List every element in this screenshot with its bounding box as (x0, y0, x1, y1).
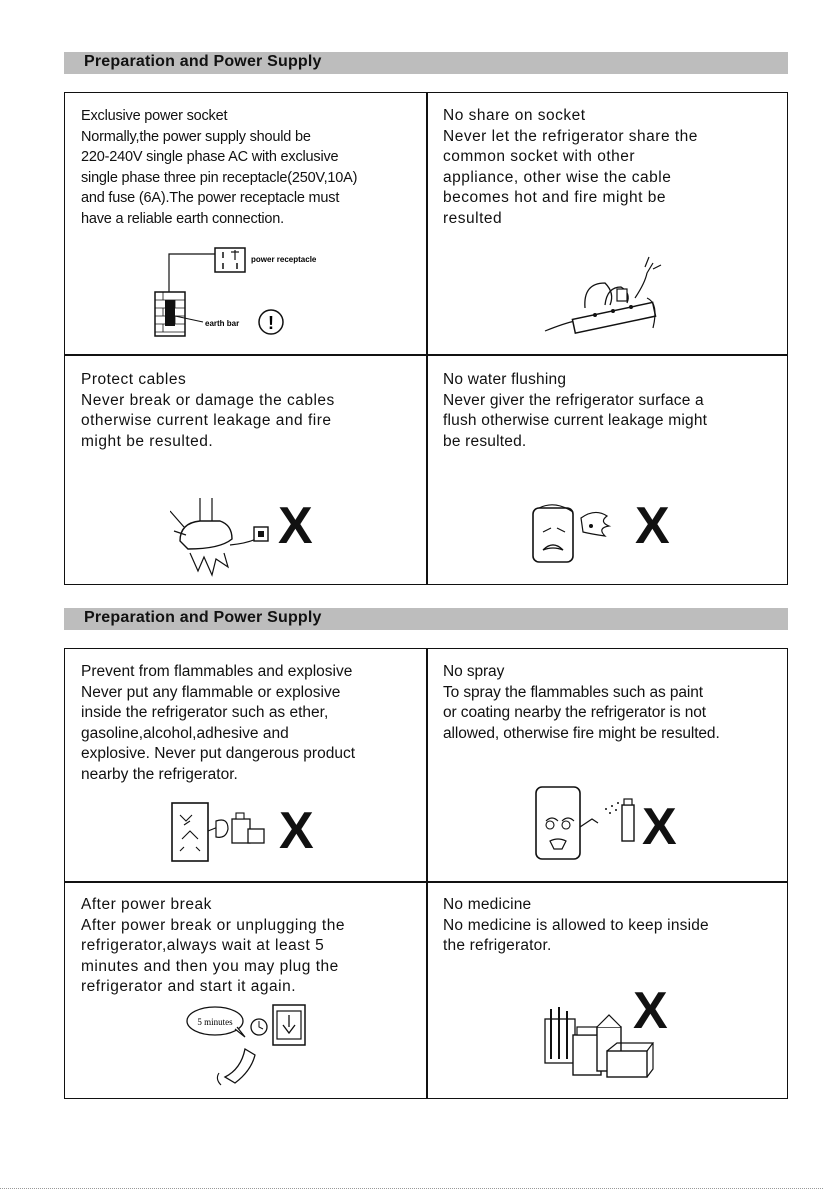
prohibited-x-mark: X (279, 802, 314, 860)
cell-text: No medicine is allowed to keep inside (443, 916, 709, 934)
cell-text: Normally,the power supply should be (81, 128, 311, 145)
cell-heading: No water flushing (443, 371, 567, 388)
section-header-1 (64, 52, 788, 74)
cell-heading: Protect cables (81, 371, 187, 388)
safety-grid-1 (64, 92, 788, 585)
cell-text: minutes and then you may plug the (81, 957, 339, 975)
cell-no-share-on-socket (443, 106, 698, 229)
cell-text: single phase three pin receptacle(250V,10A) (81, 169, 358, 186)
cell-heading: No spray (443, 663, 505, 680)
cell-text: Never let the refrigerator share the (443, 127, 698, 145)
earth-bar-label: earth bar (205, 319, 240, 328)
cell-no-spray (443, 662, 720, 744)
prohibited-x-mark: X (635, 497, 670, 555)
divider (65, 354, 787, 356)
cell-text: or coating nearby the refrigerator is not (443, 704, 706, 721)
section-header-2 (64, 608, 788, 630)
divider (426, 649, 428, 1098)
cell-text: and fuse (6A).The power receptacle must (81, 190, 340, 206)
cell-text: explosive. Never put dangerous product (81, 745, 355, 762)
cell-heading: No medicine (443, 896, 532, 913)
cell-text: allowed, otherwise fire might be resulted. (443, 724, 720, 742)
cell-heading: Prevent from flammables and explosive (81, 663, 353, 680)
power-receptacle-label: power receptacle (251, 255, 317, 264)
cell-text: common socket with other (443, 148, 636, 165)
cell-text: After power break or unplugging the (81, 916, 345, 934)
cell-text: flush otherwise current leakage might (443, 412, 708, 429)
cell-text: nearby the refrigerator. (81, 765, 238, 783)
flammables-fridge-icon (170, 799, 290, 869)
cell-text: be resulted. (443, 432, 527, 450)
cell-exclusive-power-socket (81, 106, 357, 229)
cell-text: might be resulted. (81, 432, 214, 450)
cell-heading: Exclusive power socket (81, 108, 228, 124)
earth-connection-illustration (135, 238, 335, 343)
wait-five-minutes-icon (185, 999, 325, 1089)
section-title: Preparation and Power Supply (84, 53, 322, 70)
five-minutes-label: 5 minutes (197, 1017, 233, 1027)
spray-can-fridge-icon (530, 779, 660, 864)
cell-protect-cables (81, 370, 335, 452)
water-spray-fridge-icon (525, 498, 645, 568)
cell-text: refrigerator and start it again. (81, 978, 297, 995)
cell-text: otherwise current leakage and fire (81, 412, 332, 429)
cell-text: gasoline,alcohol,adhesive and (81, 724, 289, 742)
cell-text: Never giver the refrigerator surface a (443, 391, 704, 409)
prohibited-x-mark: X (278, 497, 313, 555)
cell-text: Never put any flammable or explosive (81, 683, 341, 701)
safety-grid-2 (64, 648, 788, 1099)
cell-text: becomes hot and fire might be (443, 189, 667, 206)
cell-after-power-break (81, 895, 345, 998)
prohibited-x-mark: X (642, 798, 677, 856)
prohibited-x-mark: X (633, 982, 668, 1040)
cell-text: resulted (443, 209, 503, 227)
cell-text: inside the refrigerator such as ether, (81, 704, 329, 721)
cell-text: appliance, other wise the cable (443, 168, 672, 186)
cell-text: To spray the flammables such as paint (443, 683, 703, 701)
cell-text: the refrigerator. (443, 937, 552, 954)
cell-prevent-flammables (81, 662, 355, 785)
cell-no-water-flushing (443, 370, 707, 452)
page-edge (0, 1188, 823, 1189)
divider (65, 881, 787, 883)
cell-text: refrigerator,always wait at least 5 (81, 937, 325, 954)
cell-heading: No share on socket (443, 107, 586, 124)
cell-text: have a reliable earth connection. (81, 210, 284, 227)
cell-no-medicine (443, 895, 709, 957)
warning-icon: ! (268, 313, 274, 333)
cell-text: Never break or damage the cables (81, 391, 335, 409)
section-title: Preparation and Power Supply (84, 609, 322, 626)
cell-heading: After power break (81, 896, 212, 913)
cell-text: 220-240V single phase AC with exclusive (81, 149, 339, 165)
overloaded-power-strip-icon (535, 253, 675, 338)
divider (426, 93, 428, 584)
